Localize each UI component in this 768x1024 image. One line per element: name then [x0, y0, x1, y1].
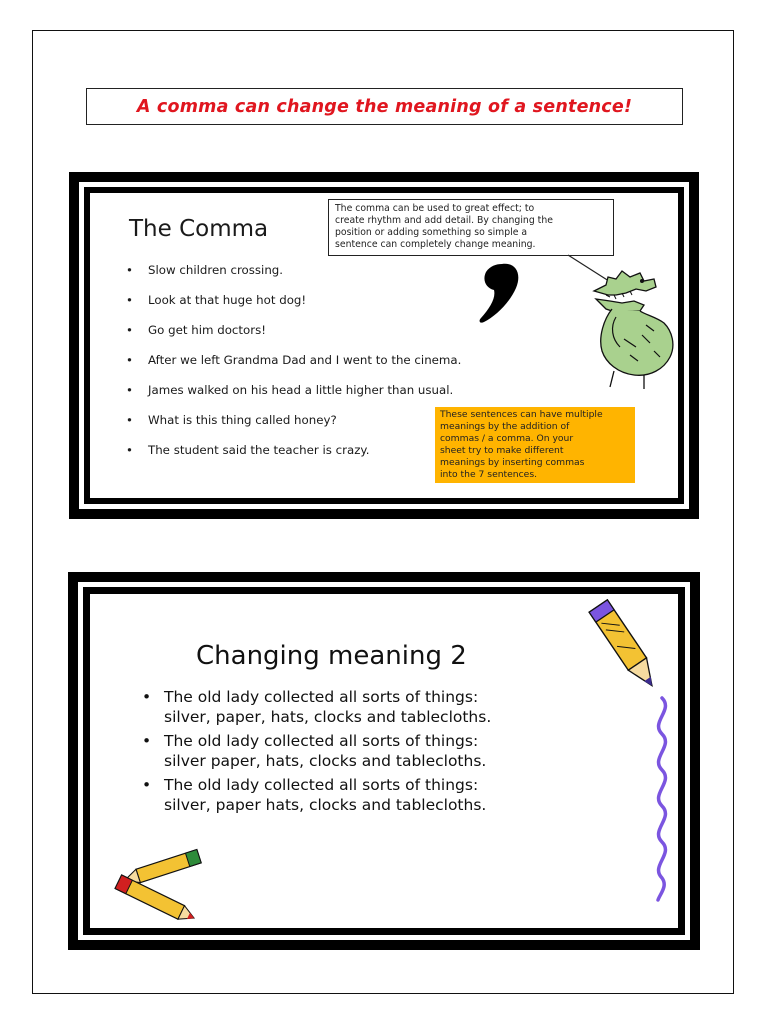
list-item: • The student said the teacher is crazy.	[126, 443, 370, 457]
list-item: • After we left Grandma Dad and I went to the cinema.	[126, 353, 462, 367]
list-item: • Look at that huge hot dog!	[126, 293, 307, 307]
list-item: • Go get him doctors!	[126, 323, 266, 337]
slide1-bullet-list	[124, 263, 461, 473]
crocodile-icon	[584, 251, 678, 391]
slide2-bullet-list	[142, 687, 491, 819]
instructions-note: These sentences can have multiple meanings by the addition of commas / a comma. On your sheet try to make different meanings by inserting commas into the 7 sentences.	[435, 407, 635, 483]
crayons-icon	[90, 844, 220, 928]
list-item: • What is this thing called honey?	[126, 413, 337, 427]
slide-changing-meaning-2	[68, 572, 700, 950]
speech-bubble: The comma can be used to great effect; to create rhythm and add detail. By changing the position or adding something so simple a sentence can completely change meaning.	[328, 199, 614, 256]
page-heading: A comma can change the meaning of a sentence!	[136, 96, 633, 117]
list-item: • The old lady collected all sorts of things: silver, paper, hats, clocks and tablecloths.	[142, 688, 492, 726]
slide-the-comma	[69, 172, 699, 519]
squiggle-decoration	[638, 694, 678, 904]
list-item: • Slow children crossing.	[126, 263, 284, 277]
list-item: • The old lady collected all sorts of things: silver, paper hats, clocks and tablecloths.	[142, 776, 487, 814]
comma-icon	[470, 258, 530, 328]
slide1-title: The Comma	[129, 216, 269, 242]
list-item: • James walked on his head a little higher than usual.	[126, 383, 454, 397]
list-item: • The old lady collected all sorts of things: silver paper, hats, clocks and tablecloths.	[142, 732, 487, 770]
crayon-icon	[586, 594, 672, 702]
slide2-title: Changing meaning 2	[196, 641, 467, 671]
heading-box	[86, 88, 683, 125]
